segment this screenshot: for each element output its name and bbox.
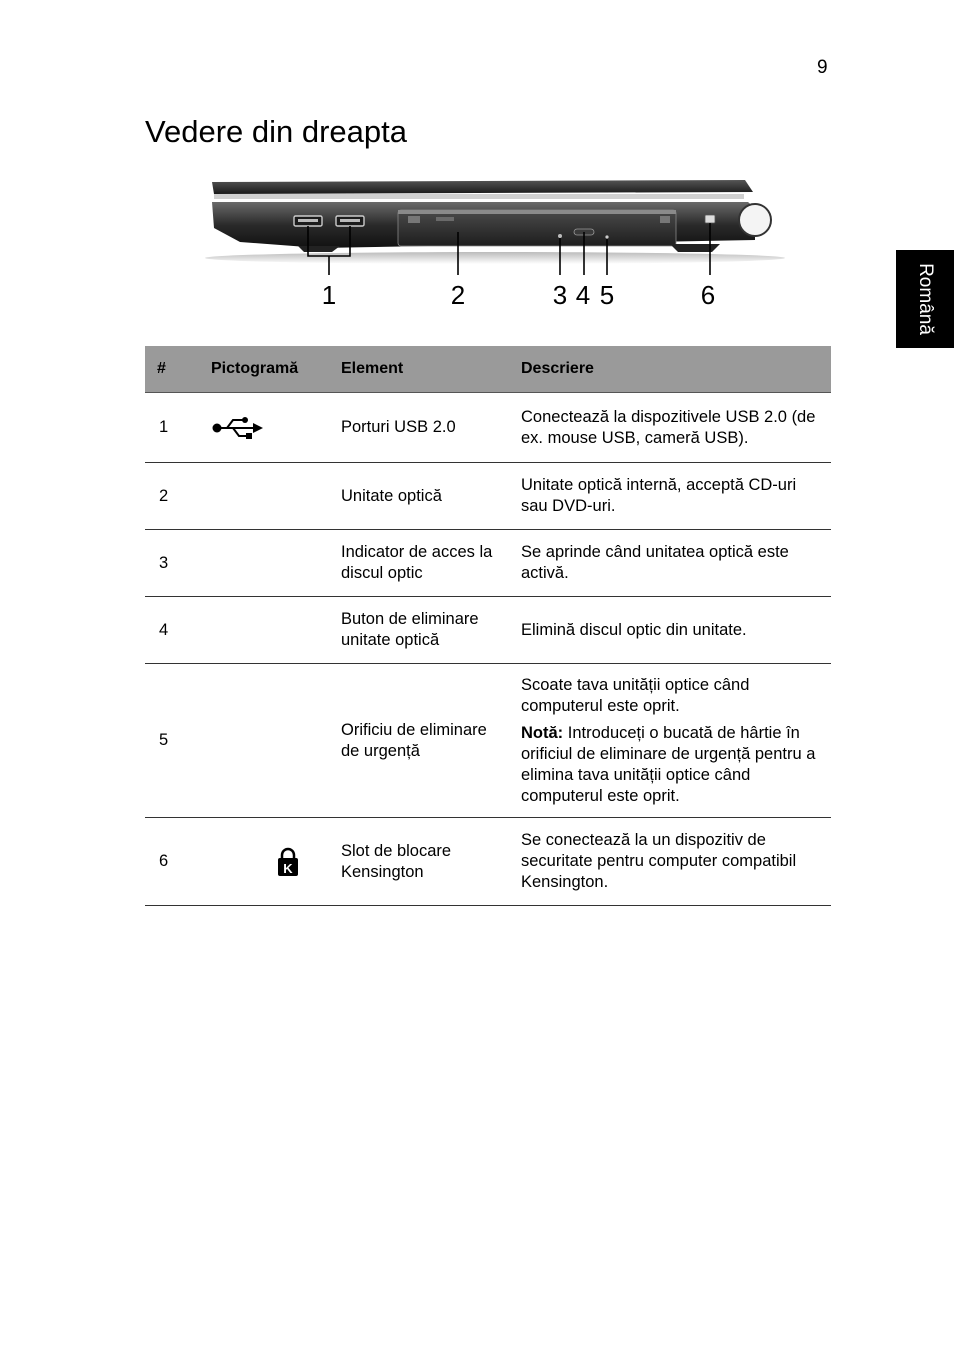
page-number: 9 — [817, 57, 828, 78]
callout-3: 3 — [552, 280, 568, 310]
kensington-slot — [705, 215, 715, 223]
row-description: Se conectează la un dispozitiv de securitate pentru computer compatibil Kensington. — [509, 818, 831, 906]
header-element: Element — [329, 346, 509, 393]
lid-edge — [214, 194, 744, 199]
language-tab — [896, 250, 954, 348]
row-number: 6 — [145, 818, 199, 906]
row-element: Buton de eliminare unitate optică — [329, 597, 509, 664]
row-description: Conectează la dispozitivele USB 2.0 (de ex. mouse USB, cameră USB). — [509, 393, 831, 463]
row-description: Unitate optică internă, acceptă CD-uri sau DVD-uri. — [509, 463, 831, 530]
drive-label-mark — [436, 217, 454, 221]
usb-port-1-tongue — [298, 219, 318, 222]
callout-6: 6 — [700, 280, 716, 310]
row-icon-cell — [199, 463, 329, 530]
note-text: Introduceți o bucată de hârtie în orificiul de eliminare de urgență pentru a elimina tava unității optice când computerul este oprit. — [521, 723, 816, 805]
usb-icon — [211, 416, 263, 440]
row-icon-cell — [199, 664, 329, 818]
row-description: Elimină discul optic din unitate. — [509, 597, 831, 664]
table-row — [145, 393, 831, 463]
floor-shadow — [205, 252, 785, 264]
optical-drive-top-edge — [398, 210, 676, 214]
ports-table — [145, 346, 831, 906]
callout-2: 2 — [450, 280, 466, 310]
rubber-foot-front — [298, 246, 340, 252]
header-number: # — [145, 346, 199, 393]
row-description — [509, 664, 831, 818]
row-icon-cell — [199, 597, 329, 664]
row-element: Indicator de acces la discul optic — [329, 530, 509, 597]
table-row — [145, 818, 831, 906]
drive-activity-led — [558, 234, 562, 238]
callout-4: 4 — [575, 280, 591, 310]
usb-port-2-tongue — [340, 219, 360, 222]
row-number: 5 — [145, 664, 199, 818]
table-row — [145, 463, 831, 530]
language-tab-label: Română — [915, 263, 937, 335]
kensington-lock-icon — [277, 847, 299, 877]
laptop-lid — [212, 180, 753, 194]
note-label: Notă: — [521, 723, 564, 742]
hinge-cap — [739, 204, 771, 236]
row-number: 1 — [145, 393, 199, 463]
description-text: Scoate tava unității optice când computerul este oprit. — [521, 675, 750, 715]
row-element: Slot de blocare Kensington — [329, 818, 509, 906]
drive-logo-mark — [408, 216, 420, 223]
table-row — [145, 664, 831, 818]
table-header-row — [145, 346, 831, 393]
row-number: 2 — [145, 463, 199, 530]
page-title: Vedere din dreapta — [145, 114, 407, 149]
table-row — [145, 530, 831, 597]
row-number: 4 — [145, 597, 199, 664]
callout-5: 5 — [599, 280, 615, 310]
row-element: Porturi USB 2.0 — [329, 393, 509, 463]
note-paragraph — [521, 723, 821, 807]
callout-1: 1 — [321, 280, 337, 310]
row-number: 3 — [145, 530, 199, 597]
header-icon: Pictogramă — [199, 346, 329, 393]
optical-drive-bezel — [398, 210, 676, 246]
header-description: Descriere — [509, 346, 831, 393]
row-icon-cell — [199, 530, 329, 597]
row-description: Se aprinde când unitatea optică este activă. — [509, 530, 831, 597]
rubber-foot-rear — [670, 244, 720, 252]
dvd-logo-mark — [660, 216, 670, 223]
row-icon-cell — [199, 393, 329, 463]
emergency-eject-hole — [605, 235, 608, 238]
svg-text:K: K — [283, 860, 293, 876]
row-element: Unitate optică — [329, 463, 509, 530]
table-row — [145, 597, 831, 664]
row-element: Orificiu de eliminare de urgență — [329, 664, 509, 818]
row-icon-cell — [199, 818, 329, 906]
